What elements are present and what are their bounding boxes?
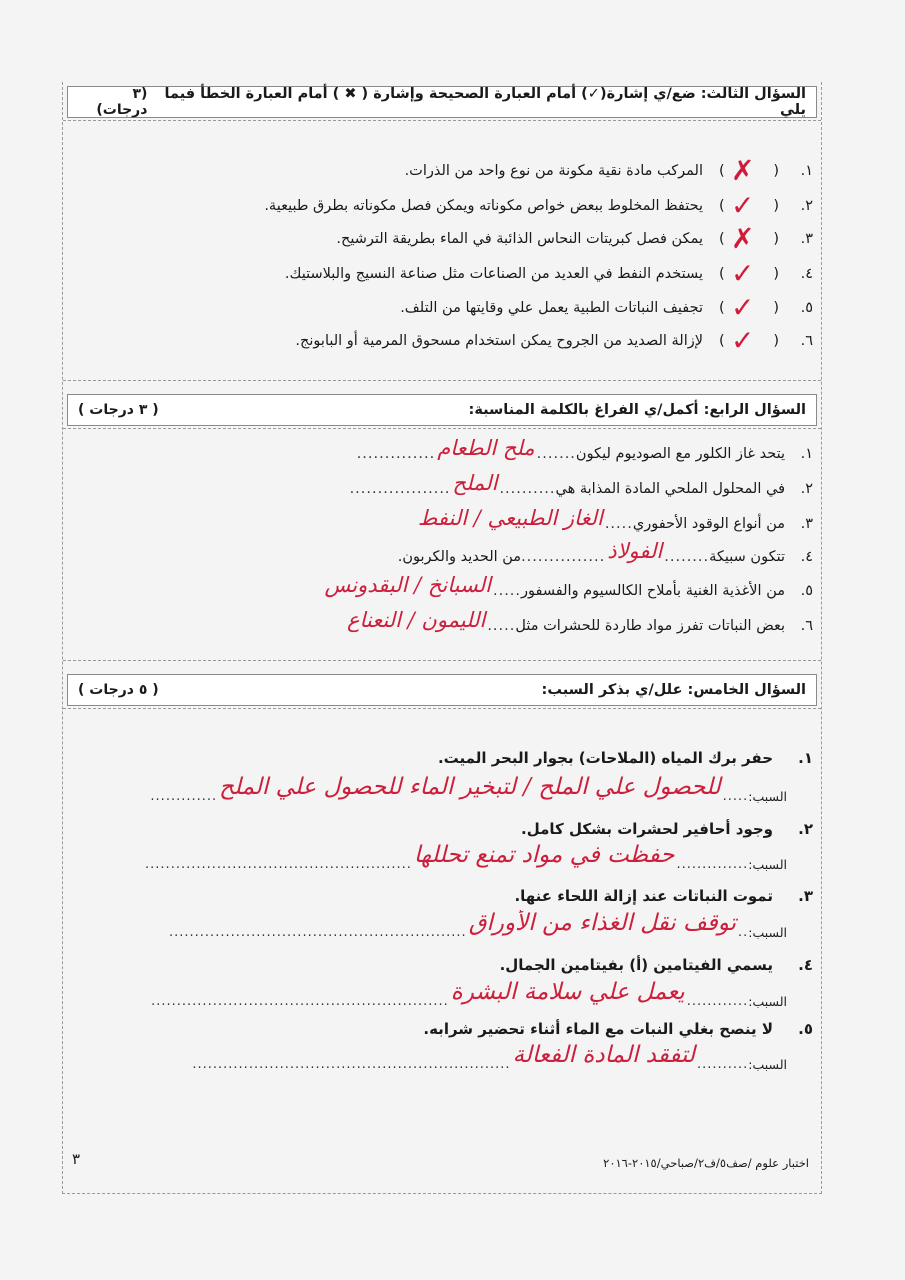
q4-header [67, 394, 817, 426]
handwritten-answer[interactable]: السبانخ / البقدونس [324, 573, 491, 597]
q5-header [67, 674, 817, 706]
q3-divider [63, 120, 821, 121]
reason-label: السبب: [748, 789, 787, 804]
reason-question: ٢. وجود أحافير لحشرات بشكل كامل. [521, 820, 813, 838]
handwritten-mark: ✓ [731, 257, 755, 290]
handwritten-answer[interactable]: الملح [452, 471, 498, 495]
reason-label: السبب: [748, 994, 787, 1009]
q4-marks: ( ٣ درجات ) [78, 402, 159, 418]
section-divider [63, 660, 821, 661]
exam-info: اختبار علوم /صف٥/ف٢/صباحي/٢٠١٥-٢٠١٦ [603, 1156, 809, 1170]
tf-item: ٣. ( ✗ ) يمكن فصل كبريتات النحاس الذائبة في الماء بطريقة الترشيح. [336, 222, 813, 255]
fill-blank-item: ٢. في المحلول الملحي المادة المذابة هي .......... الملح .................. [349, 471, 813, 497]
tf-item: ١. ( ✗ ) المركب مادة نقية مكونة من نوع واحد من الذرات. [404, 154, 813, 187]
handwritten-answer[interactable]: للحصول علي الملح / لتبخير الماء للحصول علي الملح [219, 774, 721, 800]
reason-answer-line: السبب: .......... لتفقد المادة الفعالة .............................................................. [192, 1042, 787, 1072]
handwritten-answer[interactable]: لتفقد المادة الفعالة [512, 1042, 695, 1068]
answer-box[interactable]: ( ✓ ) [719, 291, 779, 324]
tf-item: ٤. ( ✓ ) يستخدم النفط في العديد من الصناعات مثل صناعة النسيج والبلاستيك. [284, 257, 813, 290]
reason-label: السبب: [748, 1057, 787, 1072]
reason-label: السبب: [748, 857, 787, 872]
reason-question: ٣. تموت النباتات عند إزالة اللحاء عنها. [514, 887, 813, 905]
reason-answer-line: السبب: .............. حفظت في مواد تمنع تحللها .................................................... [145, 842, 787, 872]
reason-label: السبب: [748, 925, 787, 940]
q3-header [67, 86, 817, 118]
answer-box[interactable]: ( ✗ ) [719, 154, 779, 187]
reason-question: ٤. يسمي الفيتامين (أ) بفيتامين الجمال. [499, 956, 813, 974]
answer-box[interactable]: ( ✓ ) [719, 189, 779, 222]
handwritten-mark: ✗ [731, 222, 755, 255]
fill-blank-item: ٤. تتكون سبيكة ........ الفولاذ ............... من الحديد والكربون. [397, 539, 813, 565]
reason-question: ١. حفر برك المياه (الملاحات) بجوار البحر الميت. [437, 749, 813, 767]
fill-blank-item: ١. يتحد غاز الكلور مع الصوديوم ليكون ....... ملح الطعام .............. [356, 436, 813, 462]
answer-box[interactable]: ( ✓ ) [719, 324, 779, 357]
handwritten-mark: ✓ [731, 291, 755, 324]
handwritten-answer[interactable]: حفظت في مواد تمنع تحللها [413, 842, 675, 868]
exam-page [62, 82, 822, 1194]
handwritten-answer[interactable]: الفولاذ [607, 539, 663, 563]
fill-blank-item: ٥. من الأغذية الغنية بأملاح الكالسيوم والفسفور ..... السبانخ / البقدونس [324, 573, 813, 599]
tf-item: ٢. ( ✓ ) يحتفظ المخلوط ببعض خواص مكوناته ويمكن فصل مكوناته بطرق طبيعية. [264, 189, 813, 222]
tf-item: ٦. ( ✓ ) لإزالة الصديد من الجروح يمكن استخدام مسحوق المرمية أو البابونج. [295, 324, 813, 357]
q5-divider [63, 708, 821, 709]
section-divider [63, 380, 821, 381]
handwritten-answer[interactable]: ملح الطعام [437, 436, 535, 460]
reason-answer-line: السبب: ..... للحصول علي الملح / لتبخير الماء للحصول علي الملح ............. [150, 774, 787, 804]
handwritten-answer[interactable]: الليمون / النعناع [347, 608, 486, 632]
handwritten-mark: ✓ [731, 189, 755, 222]
answer-box[interactable]: ( ✓ ) [719, 257, 779, 290]
handwritten-answer[interactable]: الغاز الطبيعي / النفط [417, 506, 603, 530]
handwritten-answer[interactable]: توقف نقل الغذاء من الأوراق [468, 910, 737, 936]
q4-divider [63, 428, 821, 429]
handwritten-mark: ✗ [731, 154, 755, 187]
fill-blank-item: ٣. من أنواع الوقود الأحفوري ..... الغاز الطبيعي / النفط [417, 506, 813, 532]
reason-question: ٥. لا ينصح بغلي النبات مع الماء أثناء تحضير شرابه. [423, 1020, 813, 1038]
reason-answer-line: السبب: ............ يعمل علي سلامة البشرة .......................................................... [151, 979, 787, 1009]
answer-box[interactable]: ( ✗ ) [719, 222, 779, 255]
q5-marks: ( ٥ درجات ) [78, 682, 159, 698]
handwritten-answer[interactable]: يعمل علي سلامة البشرة [450, 979, 685, 1005]
reason-answer-line: السبب: .. توقف نقل الغذاء من الأوراق .......................................................... [169, 910, 787, 940]
q3-marks: (٣ درجات) [96, 86, 148, 118]
handwritten-mark: ✓ [731, 324, 755, 357]
q5-title: السؤال الخامس: علل/ي بذكر السبب: [541, 682, 806, 698]
fill-blank-item: ٦. بعض النباتات تفرز مواد طاردة للحشرات مثل ..... الليمون / النعناع [347, 608, 813, 634]
q3-title: السؤال الثالث: ضع/ي إشارة(✓) أمام العبارة الصحيحة وإشارة ( ✖ ) أمام العبارة الخطأ فيما يلي [164, 86, 806, 118]
tf-item: ٥. ( ✓ ) تجفيف النباتات الطبية يعمل علي وقايتها من التلف. [400, 291, 813, 324]
q4-title: السؤال الرابع: أكمل/ي الفراغ بالكلمة المناسبة: [468, 402, 806, 418]
page-number: ٣ [72, 1150, 81, 1168]
